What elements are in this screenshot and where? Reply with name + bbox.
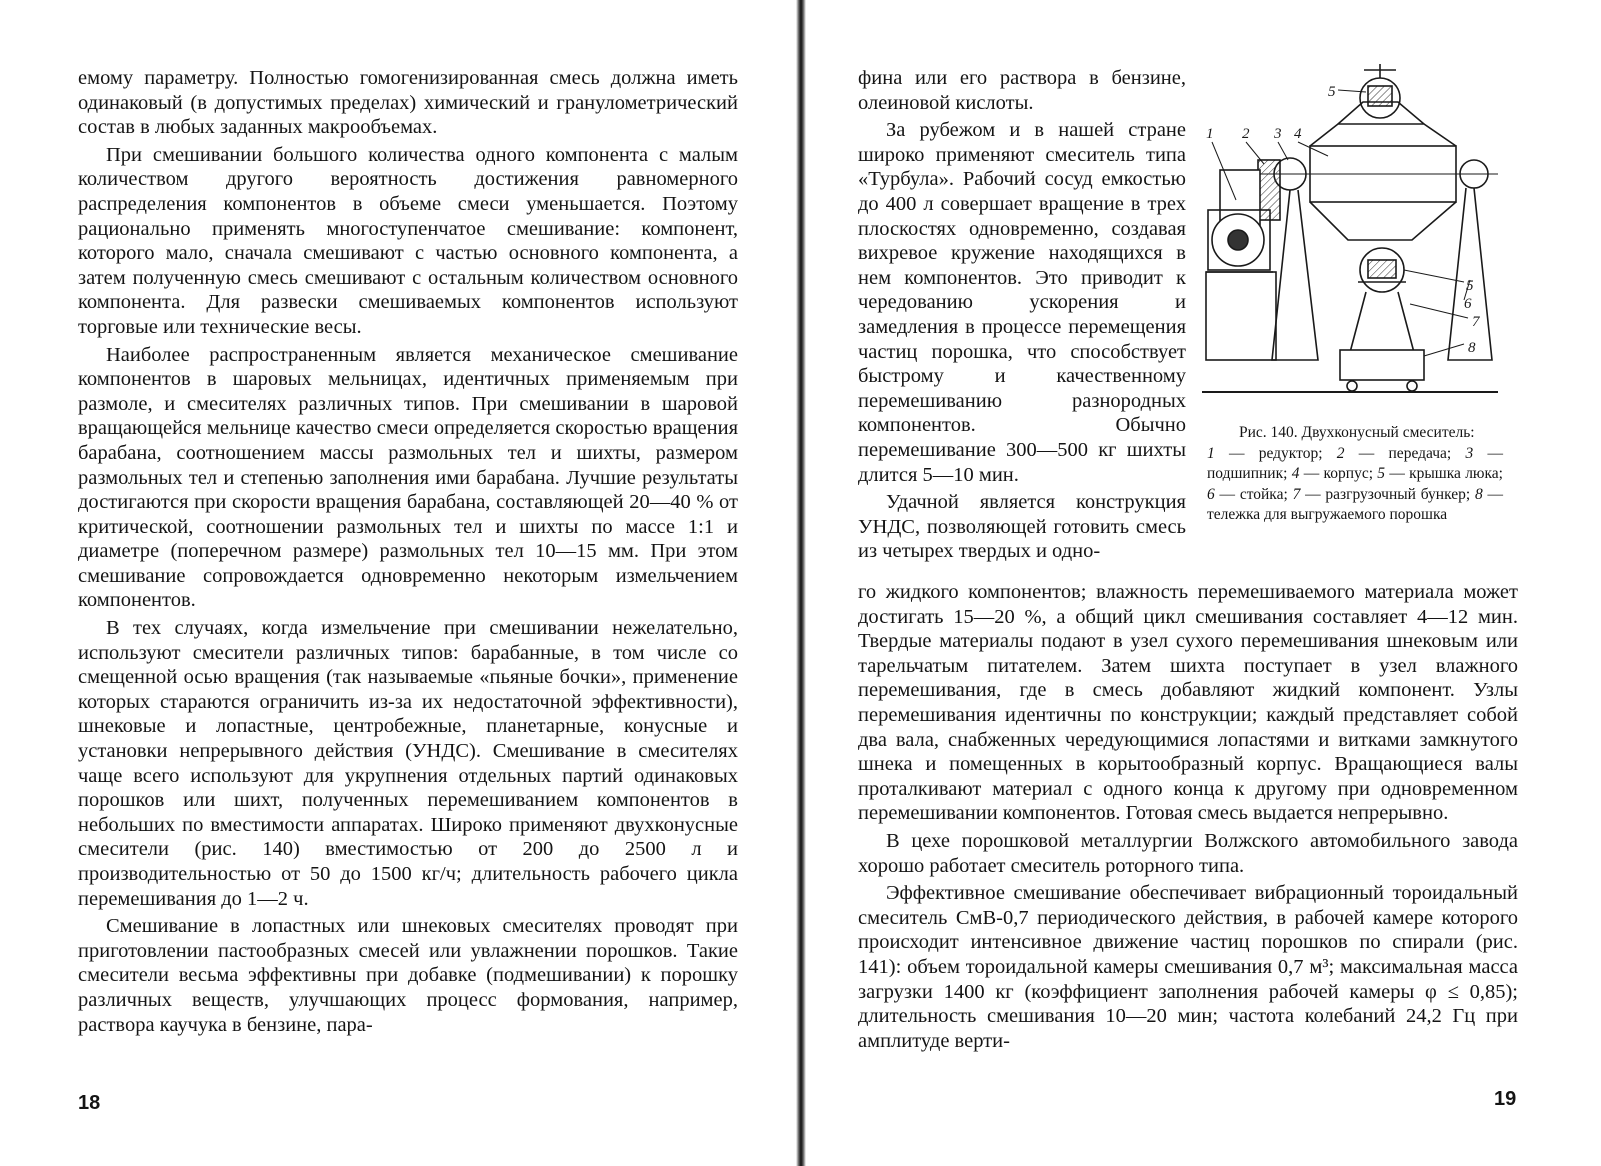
right-column-paragraph-2: За рубежом и в нашей стране широко применяют смеситель типа «Турбула». Рабочий сосуд емкостью до 400 л совершает вращение в трех плоскостях одновременно, создавая вихревое кружение находящихся в нем компонентов. Это приводит к чередованию ускорения и замедления в процессе перемещения частиц порошка, что способствует быстрому и качественному перемешиванию разнородных компонентов. Обычно перемешивание 300—500 кг шихты длится 5—10 мин. — [858, 119, 1186, 486]
legend-num-3: 3 — [1465, 444, 1474, 462]
figure-label-6: 6 — [1464, 296, 1472, 312]
legend-text-5: крышка люка; — [1409, 465, 1503, 482]
right-paragraph-1: го жидкого компонентов; влажность перемешиваемого материала может достигать 15—20 %, а общий цикл смешивания составляет 4—12 мин. Твердые материалы подают в узел сухого перемешивания шнековым или тарельчатым питателем. Затем шихта поступает в узел влажного перемешивания, где в смесь добавляют жидкий компонент. Узлы перемешивания идентичны по конструкции; каждый представляет собой два вала, снабженных чередующимися лопастями и витками замкнутого шнека и помещенных в корытообразный корпус. Вращающиеся валы проталкивают материал с одного конца к другому при одновременном перемешивании компонентов. Готовая смесь выдается непрерывно. — [858, 581, 1518, 825]
legend-num-4: 4 — [1291, 465, 1300, 482]
figure-label-4: 4 — [1294, 126, 1302, 142]
right-column-paragraph-3: Удачной является конструкция УНДС, позволяющей готовить смесь из четырех твердых и одно- — [858, 491, 1186, 563]
legend-text-6: стойка; — [1239, 485, 1288, 503]
figure-label-5-top: 5 — [1328, 84, 1336, 100]
legend-text-2: передача; — [1388, 444, 1452, 462]
figure-label-7: 7 — [1472, 314, 1480, 330]
right-column-paragraph-1: фина или его раствора в бензине, олеиновой кислоты. — [858, 67, 1186, 114]
legend-num-1: 1 — [1207, 444, 1215, 462]
figure-label-1: 1 — [1206, 126, 1214, 142]
double-cone-mixer-figure — [1198, 60, 1508, 420]
book-gutter — [796, 0, 806, 1166]
figure-label-8: 8 — [1468, 340, 1476, 356]
right-paragraph-3: Эффективное смешивание обеспечивает вибрационный тороидальный смеситель СмВ-0,7 периодического действия, в рабочей камере которого происходит интенсивное движение частиц порошков по спирали (рис. 141): объем тороидальной камеры смешивания 0,7 м³; максимальная масса загрузки 1400 кг (коэффициент заполнения рабочей камеры φ ≤ 0,85); длительность смешивания 10—20 мин; частота колебаний 24,2 Гц при амплитуде верти- — [858, 882, 1518, 1052]
figure-label-3: 3 — [1274, 126, 1282, 142]
legend-num-8: 8 — [1474, 485, 1483, 503]
right-page-column — [858, 66, 1186, 567]
figure-label-5-bottom: 5 — [1466, 278, 1474, 294]
left-paragraph-4: В тех случаях, когда измельчение при смешивании нежелательно, используют смесители различных типов: барабанные, в том числе со смещенной осью вращения (так называемые «пьяные бочки», применение которых стараются ограничить из-за их недостаточной эффективности), шнековые и лопастные, центробежные, планетарные, конусные и установки непрерывного действия (УНДС). Смешивание в смесителях чаще всего используют для укрупнения отдельных партий одинаковых порошков или шихт, полученных перемешиванием компонентов в небольших по вместимости аппаратах. Широко применяют двухконусные смесители (рис. 140) вместимостью от 200 до 2500 л и производительностью от 50 до 1500 кг/ч; длительность рабочего цикла перемешивания до 1—2 ч. — [78, 617, 738, 910]
legend-num-7: 7 — [1292, 485, 1301, 503]
legend-text-1: редуктор; — [1258, 444, 1323, 462]
left-paragraph-2: При смешивании большого количества одного компонента с малым количеством другого вероятность достижения равномерного распределения компонентов в объеме смеси уменьшается. Поэтому рационально применять многоступенчатое смешивание: компонент, которого мало, сначала смешивают с частью основного компонента, а затем полученную смесь смешивают с остальным количеством основного компонента. Для развески смешиваемых компонентов используют торговые или технические весы. — [78, 143, 738, 338]
page-number-left: 18 — [78, 1092, 101, 1114]
figure-label-2: 2 — [1242, 126, 1250, 142]
right-page-body — [858, 580, 1518, 1056]
figure-caption-title: Рис. 140. Двухконусный смеситель: — [1239, 424, 1475, 441]
figure-caption: Рис. 140. Двухконусный смеситель: 1 — редуктор; 2 — передача; 3 — подшипник; 4 — корпус; 5 — крышка люка; 6 — стойка; 7 — разгрузочный бункер; 8 — тележка для выгружаемого порошка — [1207, 424, 1503, 523]
left-page-body — [78, 66, 738, 1040]
right-paragraph-2: В цехе порошковой металлургии Волжского автомобильного завода хорошо работает смеситель роторного типа. — [858, 829, 1518, 877]
left-paragraph-5: Смешивание в лопастных или шнековых смесителях проводят при приготовлении пастообразных смесей или увлажнении порошков. Такие смесители весьма эффективны при добавке (подмешивании) к порошку различных веществ, улучшающих процесс формования, например, раствора каучука в бензине, пара- — [78, 915, 738, 1036]
page-number-right: 19 — [1494, 1088, 1517, 1110]
legend-num-2: 2 — [1336, 444, 1345, 462]
legend-text-7: разгрузочный бункер; — [1325, 485, 1471, 503]
left-paragraph-3: Наиболее распространенным является механическое смешивание компонентов в шаровых мельницах, идентичных применяемым при размоле, и смесителях различных типов. При смешивании в шаровой вращающейся мельнице качество смеси определяется скоростью вращения барабана, соотношением массы размольных тел и шихты, размером размольных тел и степенью заполнения ими барабана. Лучшие результаты достигаются при скорости вращения барабана, составляющей 20—40 % от критической, соотношении размольных тел и шихты по массе 1:1 и диаметре (поперечном размере) размольных тел 10—15 мм. При этом смешивание сопровождается одновременно некоторым измельчением компонентов. — [78, 343, 738, 612]
legend-num-6: 6 — [1207, 485, 1215, 503]
legend-num-5: 5 — [1377, 465, 1386, 482]
legend-text-3: подшипник; — [1207, 465, 1288, 482]
legend-text-4: корпус; — [1323, 465, 1374, 482]
left-paragraph-1: емому параметру. Полностью гомогенизированная смесь должна иметь одинаковый (в допустимых пределах) химический и гранулометрический состав в любых заданных макрообъемах. — [78, 67, 738, 139]
legend-text-8: тележка для выгружаемого порошка — [1207, 506, 1448, 523]
